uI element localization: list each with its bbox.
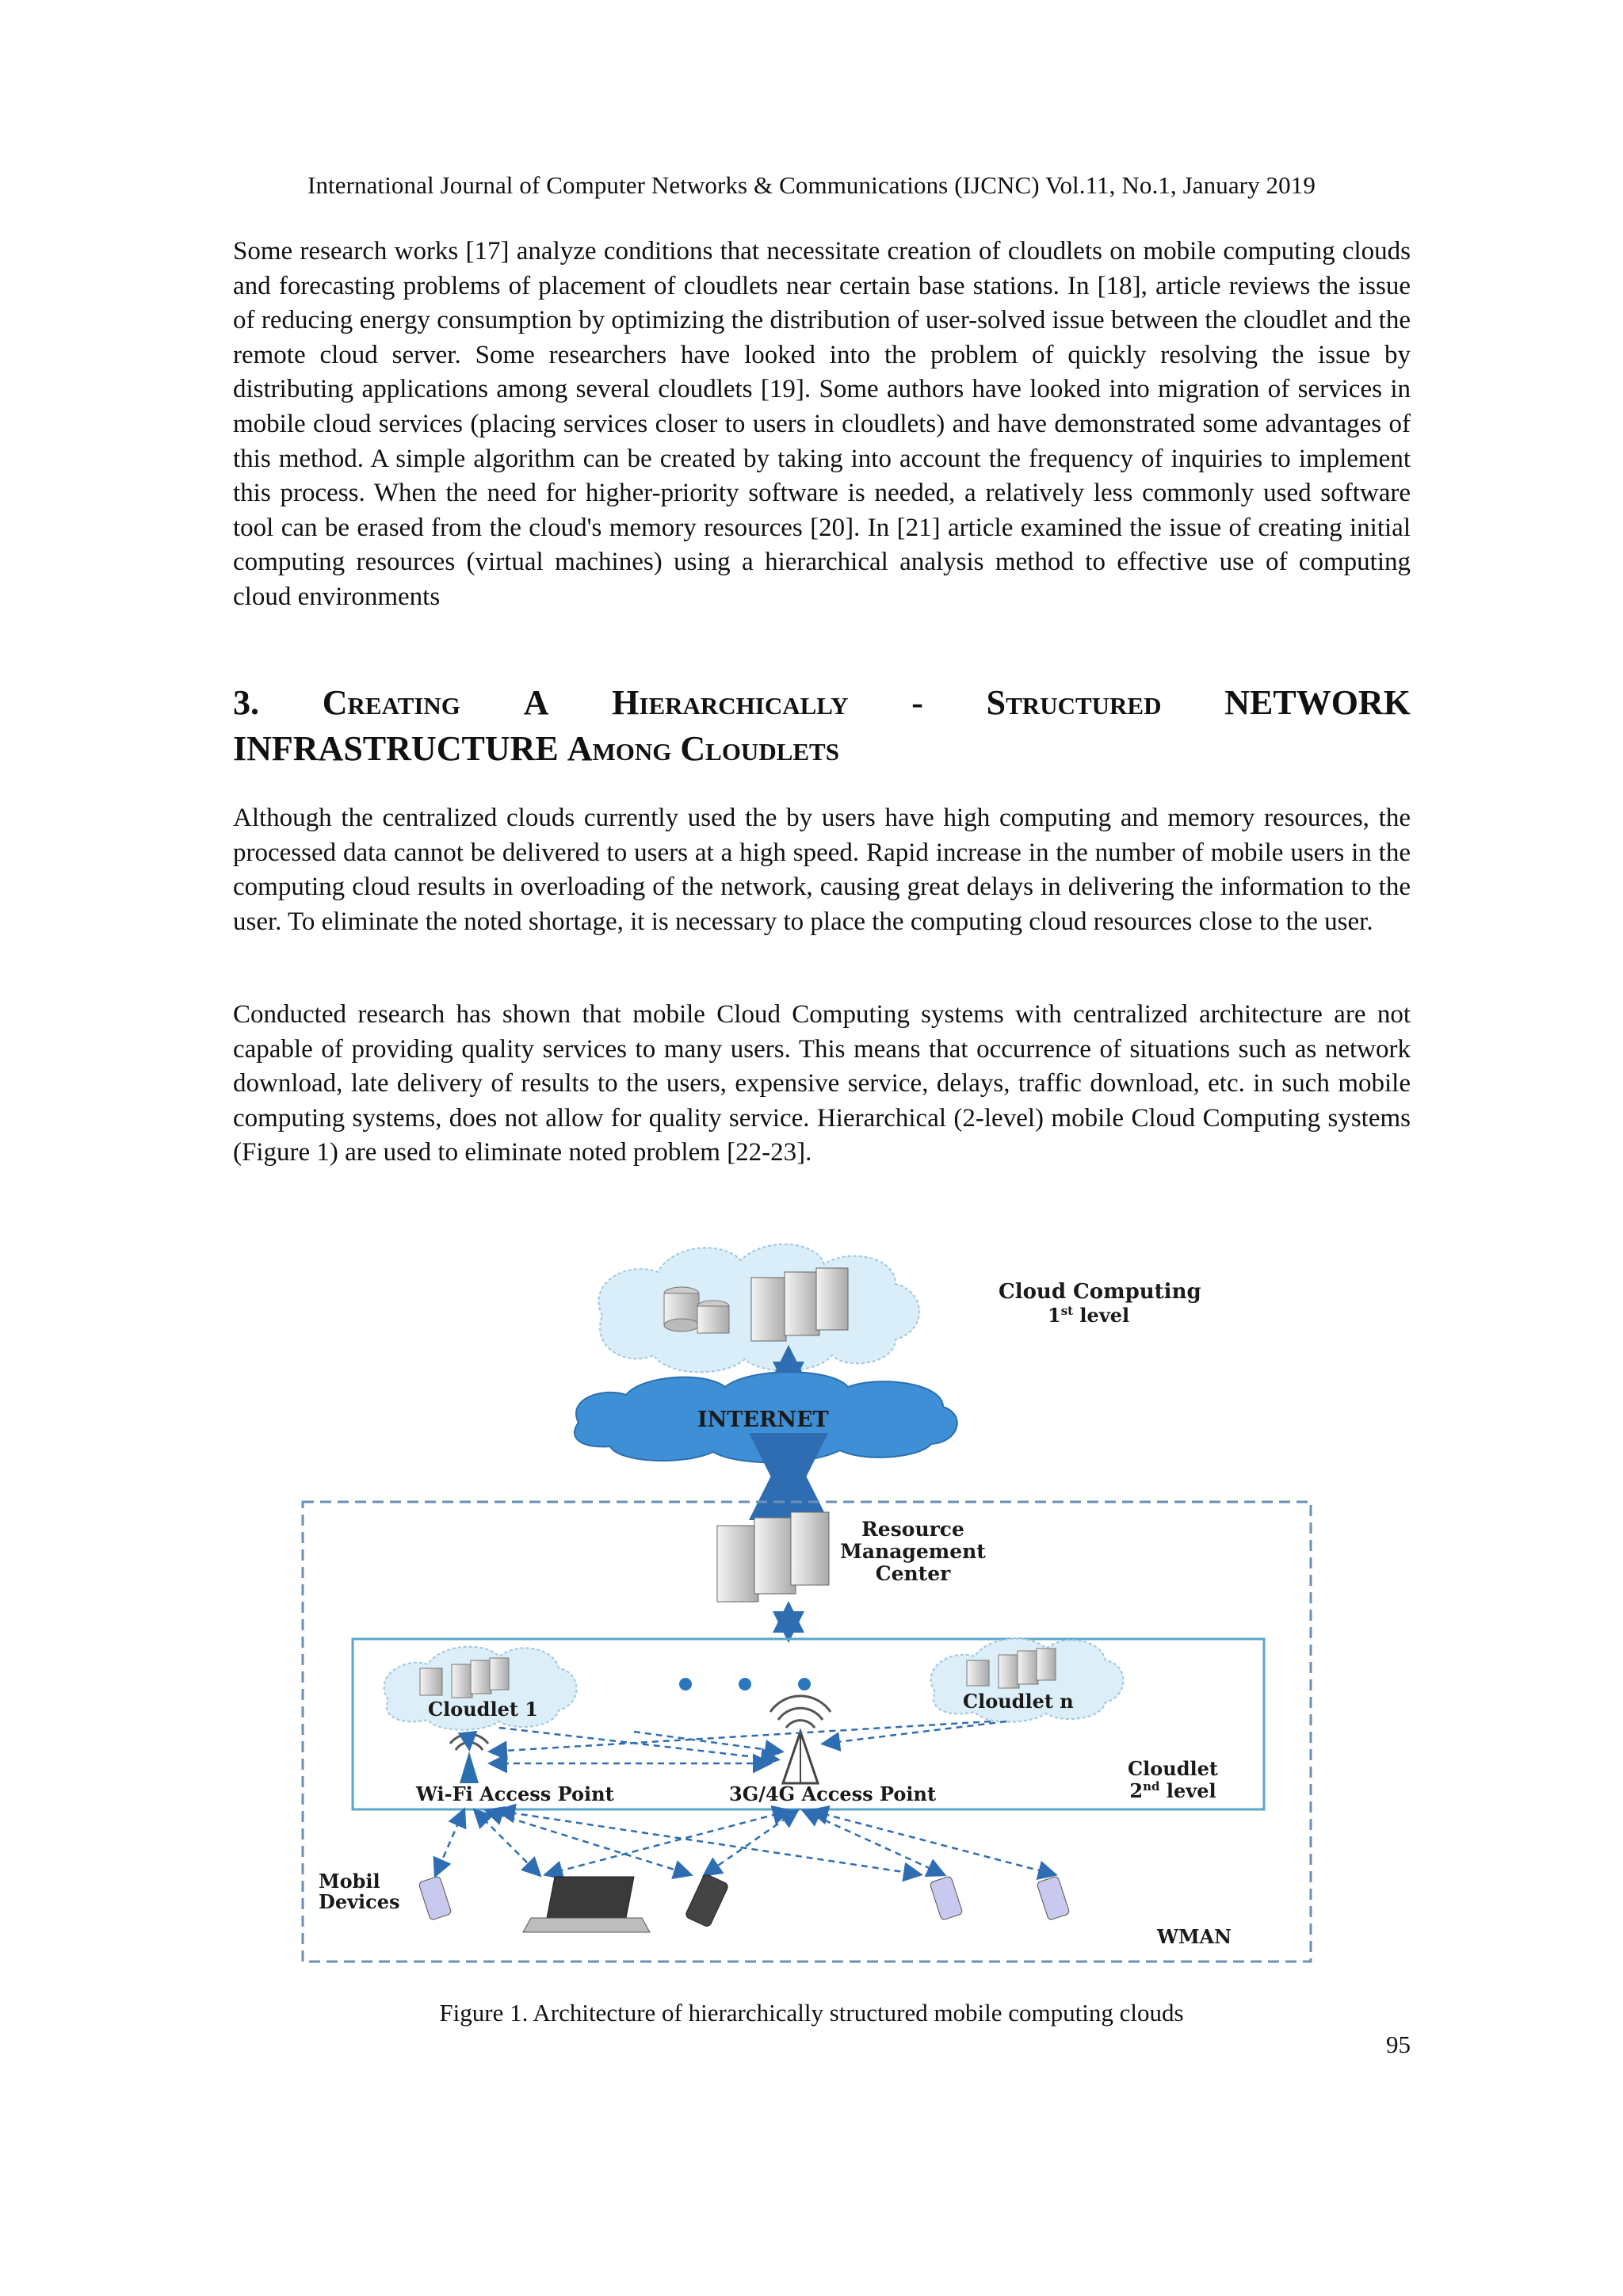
cloudlet-ap-links xyxy=(468,1721,1006,1763)
cloudlet-level-number: 2nd level xyxy=(1129,1779,1216,1802)
laptop-icon xyxy=(523,1877,650,1932)
rmc-label-line3: Center xyxy=(875,1562,951,1585)
mobil-devices-label-line1: Mobil xyxy=(319,1870,380,1893)
heading-word-structured: Structured xyxy=(986,683,1162,722)
paragraph-3: Conducted research has shown that mobile Cloud Computing systems with centralized architecture are not capable of providing quality services to many users. This means that occurrence of situations such as network download, late delivery of results to the users, expensive service, delays, traffic download, etc. in such mobile computing systems, does not allow for quality service. Hierarchical (2-level) mobile Cloud Computing systems (Figure 1) are used to eliminate noted problem [22-23]. xyxy=(233,1000,1411,1167)
rmc-label-line2: Management xyxy=(840,1540,986,1563)
mobile-phone-icon xyxy=(1037,1876,1070,1920)
mobil-devices-label-line2: Devices xyxy=(319,1890,400,1913)
rmc-label-line1: Resource xyxy=(861,1518,964,1541)
smartphone-icon xyxy=(685,1874,729,1928)
running-head: International Journal of Computer Networks & Communications (IJCNC) Vol.11, No.1, January 2019 xyxy=(307,171,1316,199)
cellular-tower-icon xyxy=(770,1696,831,1783)
mobile-phone-icon xyxy=(930,1876,963,1920)
cloudlet-n-label: Cloudlet n xyxy=(963,1690,1074,1713)
mobile-phone-icon xyxy=(418,1876,452,1920)
cloud-computing-level: 1st level xyxy=(1048,1304,1130,1327)
heading-word-hierarchically: Hierarchically xyxy=(612,683,849,722)
heading-word-among-cloudlets: Among Cloudlets xyxy=(567,729,839,768)
rmc-server-icon xyxy=(717,1512,829,1602)
cloud-computing-cloud xyxy=(598,1244,919,1373)
section-heading xyxy=(233,680,1411,772)
cellular-ap-label: 3G/4G Access Point xyxy=(729,1782,937,1805)
cloudlet-level-label: Cloudlet xyxy=(1128,1757,1218,1780)
wman-label: WMAN xyxy=(1157,1925,1232,1948)
paragraph-1: Some research works [17] analyze conditions that necessitate creation of cloudlets on mobile computing clouds and forecasting problems of placement of cloudlets near certain base stations. In [18], article reviews the issue of reducing energy consumption by optimizing the distribution of user-solved issue between the cloudlet and the remote cloud server. Some researchers have looked into the problem of quickly resolving the issue by distributing applications among several cloudlets [19]. Some authors have looked into migration of services in mobile cloud services (placing services closer to users in cloudlets) and have demonstrated some advantages of this method. A simple algorithm can be created by taking into account the frequency of inquiries to implement this process. When the need for higher-priority software is needed, a relatively less commonly used software tool can be erased from the cloud's memory resources [20]. In [21] article examined the issue of creating initial computing resources (virtual machines) using a hierarchical analysis method to effective use of computing cloud environments xyxy=(233,237,1411,611)
heading-word-dash: - xyxy=(911,683,923,722)
heading-word-a: A xyxy=(523,683,549,722)
paragraph-2: Although the centralized clouds currently used the by users have high computing and memory resources, the processed data cannot be delivered to users at a high speed. Rapid increase in the number of mobile users in the computing cloud results in overloading of the network, causing great delays in delivering the information to the user. To eliminate the noted shortage, it is necessary to place the computing cloud resources close to the user. xyxy=(233,804,1411,936)
heading-word-creating: Creating xyxy=(322,683,460,722)
figure-architecture xyxy=(293,1236,1323,1966)
page-number: 95 xyxy=(1386,2030,1411,2058)
ellipsis-dots xyxy=(679,1678,811,1690)
heading-word-network: NETWORK xyxy=(1224,683,1411,722)
wifi-ap-label: Wi-Fi Access Point xyxy=(416,1782,614,1805)
figure-caption: Figure 1. Architecture of hierarchically structured mobile computing clouds xyxy=(439,1999,1184,2027)
ap-device-links xyxy=(436,1811,1054,1874)
wifi-access-point-icon xyxy=(450,1734,488,1783)
heading-word-infrastructure: INFRASTRUCTURE xyxy=(233,729,559,768)
internet-label: INTERNET xyxy=(697,1408,829,1432)
cloudlet-1-label: Cloudlet 1 xyxy=(428,1698,538,1721)
heading-number: 3. xyxy=(233,683,259,722)
server-icon xyxy=(751,1268,848,1341)
cloud-computing-label: Cloud Computing xyxy=(999,1280,1201,1304)
